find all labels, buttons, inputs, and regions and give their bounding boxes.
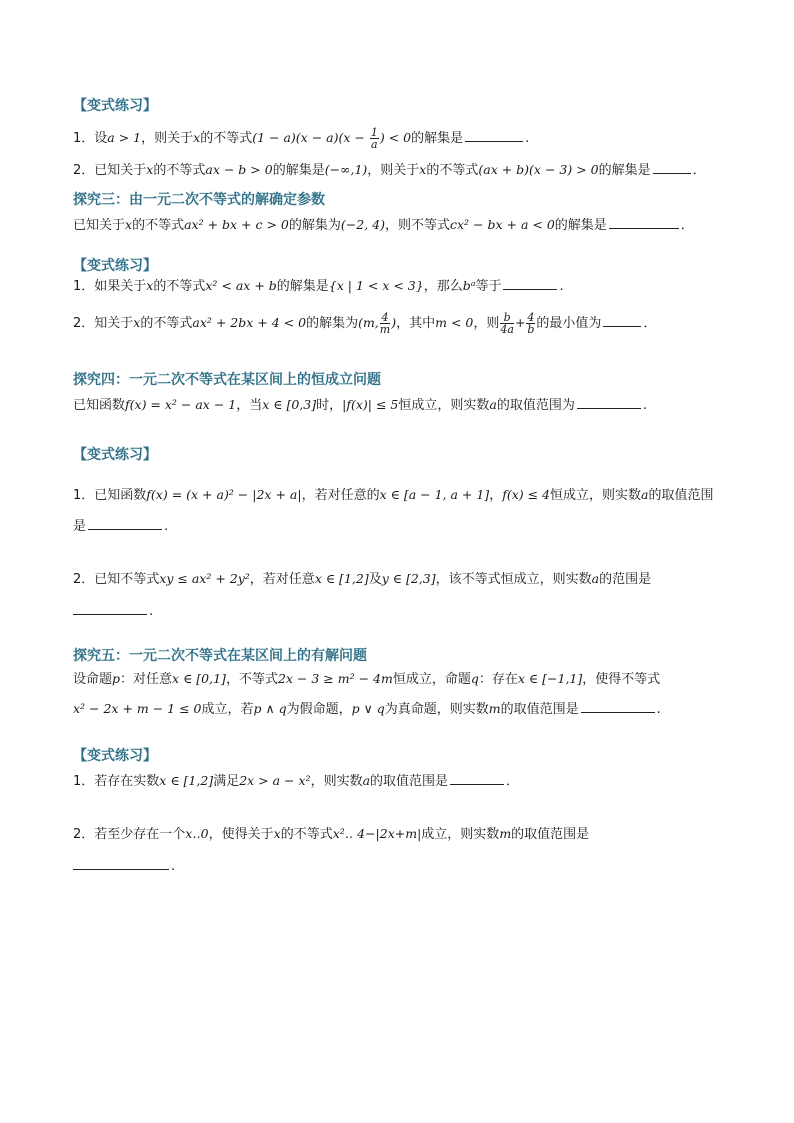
section-label-variant-2: 【变式练习】 bbox=[73, 258, 157, 274]
math-expression: ) < 0 bbox=[379, 130, 412, 145]
section-title-3: 探究三：由一元二次不等式的解确定参数 bbox=[73, 192, 325, 208]
math-expression: x bbox=[146, 278, 154, 293]
problem-b1-1 bbox=[73, 127, 529, 150]
problem-text: 的取值范围是 bbox=[500, 702, 579, 717]
problem-text: 恒成立，命题 bbox=[392, 672, 471, 687]
math-expression: a bbox=[362, 773, 371, 788]
math-expression: 2x > a − x² bbox=[239, 773, 311, 788]
math-expression: x bbox=[419, 162, 427, 177]
problem-text: ，若对任意 bbox=[249, 572, 315, 587]
fraction bbox=[380, 312, 390, 335]
math-expression: |f(x)| ≤ 5 bbox=[342, 397, 399, 412]
section-label-variant-3: 【变式练习】 bbox=[73, 447, 157, 463]
math-expression: x² < ax + b bbox=[205, 278, 277, 293]
problem-text: ，使得不等式 bbox=[582, 672, 661, 687]
problem-text: 若至少存在一个 bbox=[94, 827, 186, 842]
problem-text: ，则关于 bbox=[367, 163, 420, 178]
math-expression: m < 0 bbox=[435, 315, 474, 330]
math-expression: (m, bbox=[358, 315, 379, 330]
math-expression: q bbox=[470, 671, 479, 686]
fraction-numerator: 1 bbox=[370, 126, 378, 139]
problem-text: 的不等式 bbox=[153, 279, 206, 294]
problem-b3-2 bbox=[73, 570, 651, 589]
problem-text: 设 bbox=[94, 131, 108, 146]
problem-text: ，当 bbox=[236, 398, 263, 413]
fraction-denominator: a bbox=[371, 138, 378, 151]
problem-text: ，则不等式 bbox=[384, 218, 450, 233]
math-expression: x² − 2x + m − 1 ≤ 0 bbox=[73, 701, 202, 716]
math-expression: y ∈ [2,3] bbox=[381, 571, 436, 586]
punctuation: . bbox=[525, 131, 530, 146]
problem-text: ，该不等式恒成立，则实数 bbox=[435, 572, 592, 587]
math-expression: f(x) = (x + a)² − |2x + a| bbox=[146, 487, 302, 502]
math-expression: (−2, 4) bbox=[340, 217, 385, 232]
problem-b3-2-cont bbox=[73, 602, 153, 621]
problem-number: 2． bbox=[73, 163, 95, 178]
punctuation: . bbox=[559, 279, 564, 294]
problem-text: 的最小值为 bbox=[536, 316, 602, 331]
math-operator: + bbox=[514, 315, 526, 330]
math-expression: (ax + b)(x − 3) > 0 bbox=[478, 162, 599, 177]
problem-text: 为真命题，则实数 bbox=[384, 702, 489, 717]
problem-text: 满足 bbox=[213, 774, 240, 789]
punctuation: . bbox=[164, 519, 169, 534]
math-expression: ax² + bx + c > 0 bbox=[184, 217, 289, 232]
math-expression: xy ≤ ax² + 2y² bbox=[159, 571, 250, 586]
problem-b3-1-cont bbox=[73, 517, 168, 536]
problem-text: 的解集是 bbox=[276, 279, 329, 294]
problem-b2-2 bbox=[73, 312, 656, 335]
problem-b4-2 bbox=[73, 825, 589, 844]
problem-text: 恒成立，则实数 bbox=[550, 488, 642, 503]
fraction-numerator: b bbox=[500, 312, 514, 324]
section-title-4: 探究四：一元二次不等式在某区间上的恒成立问题 bbox=[73, 372, 381, 388]
problem-text: 等于 bbox=[475, 279, 502, 294]
math-expression: a > 1 bbox=[107, 130, 142, 145]
problem-text: 的取值范围是 bbox=[511, 827, 590, 842]
math-expression: a bbox=[489, 397, 497, 412]
problem-text: ，则关于 bbox=[141, 131, 194, 146]
answer-blank[interactable] bbox=[653, 161, 691, 174]
answer-blank[interactable] bbox=[577, 396, 641, 409]
problem-text: 的不等式 bbox=[200, 131, 253, 146]
problem-text: 已知函数 bbox=[73, 398, 126, 413]
problem-text: 设命题 bbox=[73, 672, 113, 687]
fraction-denominator: 4a bbox=[500, 323, 514, 336]
fraction-numerator: 4 bbox=[381, 311, 389, 324]
problem-text: ，使得关于 bbox=[208, 827, 274, 842]
problem-b2-1 bbox=[73, 277, 564, 296]
problem-text: ：对任意 bbox=[120, 672, 173, 687]
problem-text: 恒成立，则实数 bbox=[398, 398, 490, 413]
answer-blank[interactable] bbox=[503, 277, 557, 290]
punctuation: ． bbox=[692, 163, 706, 178]
math-expression: x ∈ [−1,1] bbox=[517, 671, 583, 686]
math-expression: p ∧ q bbox=[253, 701, 287, 716]
math-expression: {x | 1 < x < 3} bbox=[328, 278, 424, 293]
problem-text: 知关于 bbox=[94, 316, 134, 331]
fraction bbox=[526, 312, 535, 335]
answer-blank[interactable] bbox=[465, 129, 523, 142]
answer-blank[interactable] bbox=[603, 314, 641, 327]
section-label-variant-4: 【变式练习】 bbox=[73, 748, 157, 764]
problem-number: 1． bbox=[73, 774, 95, 789]
math-expression: x bbox=[125, 217, 133, 232]
fraction-numerator: 4 bbox=[527, 311, 535, 324]
math-expression: x‥0 bbox=[185, 826, 209, 841]
math-expression: ) bbox=[391, 315, 397, 330]
punctuation: . bbox=[171, 859, 176, 874]
math-expression: a bbox=[641, 487, 649, 502]
math-expression: x ∈ [a − 1, a + 1] bbox=[379, 487, 490, 502]
math-expression: (1 − a)(x − a)(x − bbox=[252, 130, 369, 145]
problem-text: 成立，若 bbox=[201, 702, 254, 717]
problem-text: 的不等式 bbox=[140, 316, 193, 331]
problem-number: 2． bbox=[73, 827, 95, 842]
answer-blank[interactable] bbox=[450, 772, 504, 785]
problem-text: 为假命题， bbox=[286, 702, 352, 717]
math-expression: ax² + 2bx + 4 < 0 bbox=[192, 315, 307, 330]
problem-text: 的取值范围是 bbox=[370, 774, 449, 789]
problem-text: 的取值范围 bbox=[648, 488, 714, 503]
problem-s4 bbox=[73, 396, 647, 415]
problem-number: 1． bbox=[73, 131, 95, 146]
math-expression: x ∈ [0,3] bbox=[262, 397, 317, 412]
math-expression: x bbox=[273, 826, 281, 841]
problem-number: 1． bbox=[73, 279, 95, 294]
problem-text: 成立，则实数 bbox=[421, 827, 500, 842]
math-expression: f(x) ≤ 4 bbox=[502, 487, 551, 502]
problem-text: 已知不等式 bbox=[94, 572, 160, 587]
fraction-denominator: m bbox=[379, 323, 391, 336]
problem-text: 的解集为 bbox=[306, 316, 359, 331]
problem-s5 bbox=[73, 670, 660, 689]
section-title-5: 探究五：一元二次不等式在某区间上的有解问题 bbox=[73, 648, 367, 664]
problem-text: ：存在 bbox=[478, 672, 518, 687]
section-label-variant-1: 【变式练习】 bbox=[73, 98, 157, 114]
fraction bbox=[370, 127, 379, 150]
problem-number: 2． bbox=[73, 572, 95, 587]
problem-text: 如果关于 bbox=[94, 279, 147, 294]
problem-number: 2． bbox=[73, 316, 95, 331]
problem-text: ，不等式 bbox=[225, 672, 278, 687]
problem-text: 的解集是 bbox=[272, 163, 325, 178]
math-expression: x bbox=[133, 315, 141, 330]
answer-blank[interactable] bbox=[73, 857, 169, 870]
problem-s3 bbox=[73, 216, 694, 235]
problem-b1-2 bbox=[73, 161, 706, 180]
problem-b3-1 bbox=[73, 486, 714, 505]
answer-blank[interactable] bbox=[581, 700, 655, 713]
problem-b4-2-cont bbox=[73, 857, 175, 876]
math-expression: x ∈ [1,2] bbox=[159, 773, 214, 788]
problem-text: ， bbox=[489, 488, 503, 503]
fraction-denominator: b bbox=[527, 323, 535, 336]
math-expression: bᵃ bbox=[462, 278, 476, 293]
problem-text: 的不等式 bbox=[132, 218, 185, 233]
problem-text: ，那么 bbox=[423, 279, 463, 294]
math-expression: m bbox=[488, 701, 501, 716]
problem-text: 已知函数 bbox=[94, 488, 147, 503]
math-expression: x bbox=[193, 130, 201, 145]
problem-text: 的不等式 bbox=[280, 827, 333, 842]
answer-blank[interactable] bbox=[73, 602, 147, 615]
punctuation: . bbox=[642, 398, 648, 413]
problem-text: ，则实数 bbox=[310, 774, 363, 789]
problem-number: 1． bbox=[73, 488, 95, 503]
problem-text: 的范围是 bbox=[599, 572, 652, 587]
problem-text: ，则 bbox=[473, 316, 500, 331]
math-expression: (−∞,1) bbox=[324, 162, 368, 177]
math-expression: p bbox=[112, 671, 121, 686]
problem-text: 已知关于 bbox=[94, 163, 147, 178]
punctuation: ． bbox=[506, 774, 520, 789]
problem-text: 是 bbox=[73, 519, 87, 534]
math-expression: cx² − bx + a < 0 bbox=[450, 217, 555, 232]
problem-s5-cont bbox=[73, 700, 661, 719]
math-expression: x ∈ [0,1] bbox=[172, 671, 226, 686]
math-expression: x ∈ [1,2] bbox=[314, 571, 369, 586]
math-expression: m bbox=[499, 826, 512, 841]
punctuation: . bbox=[149, 604, 154, 619]
math-expression: x²‥ 4−|2x+m| bbox=[332, 826, 422, 841]
problem-text: 的解集为 bbox=[288, 218, 341, 233]
problem-text: 的不等式 bbox=[153, 163, 206, 178]
punctuation: ． bbox=[680, 218, 694, 233]
answer-blank[interactable] bbox=[609, 216, 679, 229]
problem-text: 已知关于 bbox=[73, 218, 126, 233]
problem-text: 的不等式 bbox=[426, 163, 479, 178]
punctuation: ． bbox=[643, 316, 657, 331]
math-expression: f(x) = x² − ax − 1 bbox=[125, 397, 237, 412]
fraction bbox=[500, 312, 514, 335]
problem-text: 若存在实数 bbox=[94, 774, 160, 789]
math-expression: x bbox=[146, 162, 154, 177]
math-expression: a bbox=[591, 571, 600, 586]
problem-text: 的取值范围为 bbox=[496, 398, 575, 413]
problem-text: ，其中 bbox=[396, 316, 436, 331]
problem-text: 的解集是 bbox=[554, 218, 607, 233]
punctuation: . bbox=[656, 702, 661, 717]
math-expression: p ∨ q bbox=[351, 701, 385, 716]
answer-blank[interactable] bbox=[88, 517, 162, 530]
problem-text: 及 bbox=[368, 572, 382, 587]
problem-text: 的解集是 bbox=[598, 163, 651, 178]
math-expression: 2x − 3 ≥ m² − 4m bbox=[277, 671, 393, 686]
problem-text: ，若对任意的 bbox=[301, 488, 380, 503]
problem-text: 的解集是 bbox=[411, 131, 464, 146]
problem-b4-1 bbox=[73, 772, 519, 791]
math-expression: ax − b > 0 bbox=[205, 162, 273, 177]
problem-text: 时， bbox=[316, 398, 343, 413]
